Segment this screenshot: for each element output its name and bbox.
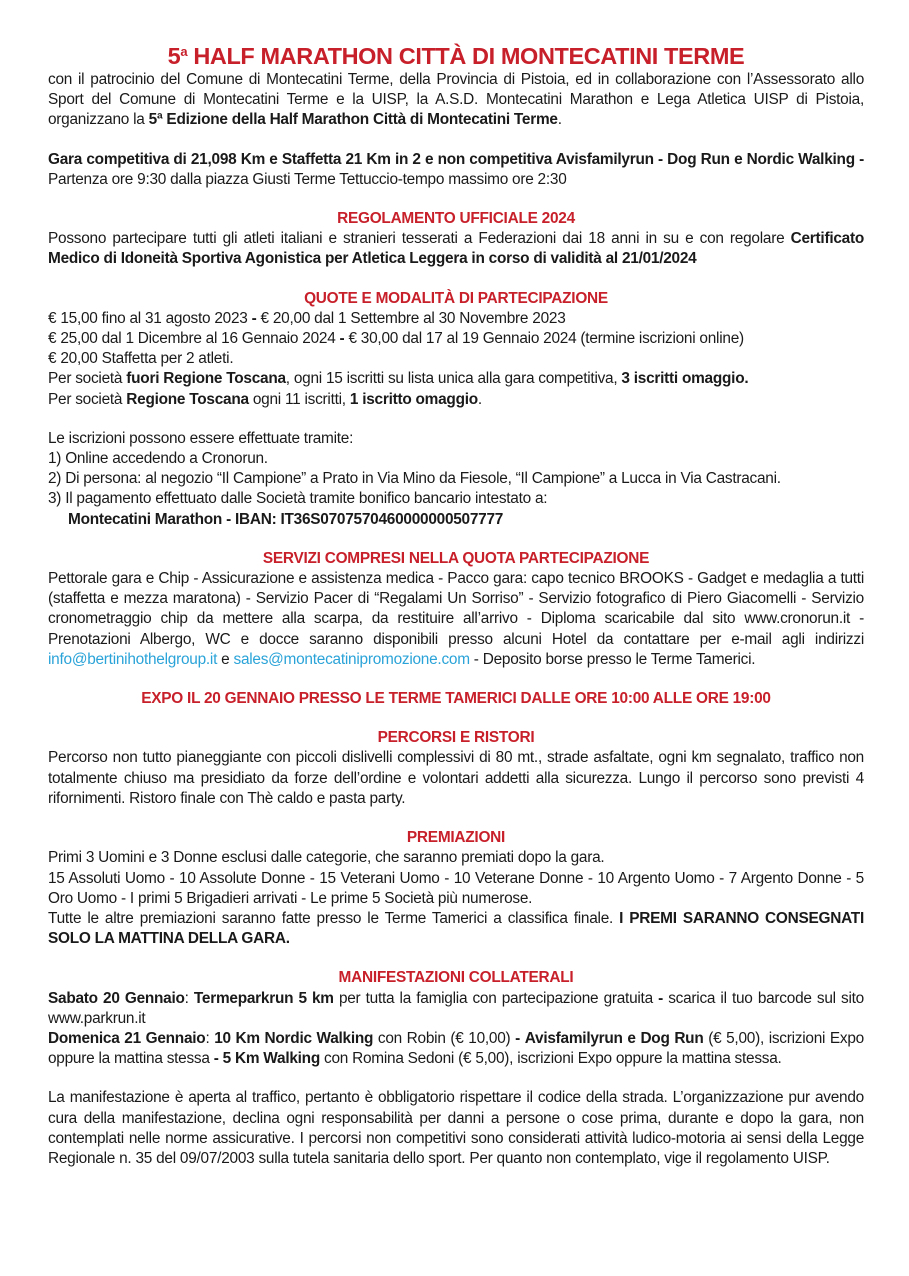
servizi-heading: SERVIZI COMPRESI NELLA QUOTA PARTECIPAZIONE (262, 549, 650, 567)
iscrizioni-item: 1) Online accedendo a Cronorun. (48, 450, 268, 468)
iban-line: Montecatini Marathon - IBAN: IT36S0707570460000000507777 (68, 510, 504, 528)
iscrizioni-intro: Le iscrizioni possono essere effettuate tramite: (48, 429, 354, 447)
collaterali-sunday: Domenica 21 Gennaio: 10 Km Nordic Walking con Robin (€ 10,00) - Avisfamilyrun e Dog Run (€ 5,00), iscrizioni Expo oppure la mattina stessa - 5 Km Walking con Romina Sedoni (€ 5,00), iscrizioni Expo oppure la mattina stessa. (48, 1029, 864, 1068)
page-title: 5$^a$ HALF MARATHON CITTÀ DI MONTECATINI TERME (167, 43, 745, 69)
quote-line: Per società Regione Toscana ogni 11 iscritti, 1 iscritto omaggio. (48, 390, 482, 408)
regolamento-text: Possono partecipare tutti gli atleti italiani e stranieri tesserati a Federazioni dai 18 anni in su e con regolare Certificato Medico di Idoneità Sportiva Agonistica per Atletica Leggera in corso di validità al 21/01/2024 (48, 230, 864, 268)
iscrizioni-item: 2) Di persona: al negozio “Il Campione” a Prato in Via Mino da Fiesole, “Il Campione” a Lucca in Via Castracani. (48, 470, 781, 488)
email-link-bertini[interactable]: info@bertinihothelgroup.it (48, 650, 218, 668)
expo-heading: EXPO IL 20 GENNAIO PRESSO LE TERME TAMERICI DALLE ORE 10:00 ALLE ORE 19:00 (141, 690, 771, 708)
flyer-content (48, 42, 864, 1169)
iscrizioni-item: 3) Il pagamento effettuato dalle Società tramite bonifico bancario intestato a: (48, 490, 548, 508)
quote-line: € 15,00 fino al 31 agosto 2023 - € 20,00 dal 1 Settembre al 30 Novembre 2023 (48, 309, 566, 327)
servizi-text: Pettorale gara e Chip - Assicurazione e assistenza medica - Pacco gara: capo tecnico BROOKS - Gadget e medaglia a tutti (staffetta e mezza maratona) - Servizio Pacer di “Regalami Un Sorriso” - Servizio fotografico di Piero Giacomelli - Servizio cronometraggio chip da mettere alla scarpa, da restituire all’arrivo - Diploma scaricabile dal sito www.cronorun.it - Prenotazioni Albergo, WC e docce saranno disponibili presso alcuni Hotel da contattare per e-mail agli indirizzi info@bertinihothelgroup.it e sales@montecatinipromozione.com - Deposito borse presso le Terme Tamerici. (48, 570, 864, 668)
regolamento-heading: REGOLAMENTO UFFICIALE 2024 (337, 210, 575, 228)
percorsi-heading: PERCORSI E RISTORI (377, 729, 535, 747)
race-description: Gara competitiva di 21,098 Km e Staffetta 21 Km in 2 e non competitiva Avisfamilyrun - Dog Run e Nordic Walking - Partenza ore 9:30 dalla piazza Giusti Terme Tettuccio-tempo massimo ore 2:30 (48, 150, 864, 188)
intro-paragraph: con il patrocinio del Comune di Montecatini Terme, della Provincia di Pistoia, ed in collaborazione con l’Assessorato allo Sport del Comune di Montecatini Terme e la UISP, la A.S.D. Montecatini Marathon e Lega Atletica UISP di Pistoia, organizzano la 5ª Edizione della Half Marathon Città di Montecatini Terme. (48, 71, 864, 129)
email-link-montecatini[interactable]: sales@montecatinipromozione.com (233, 650, 470, 668)
quote-line: € 20,00 Staffetta per 2 atleti. (48, 350, 234, 368)
premiazioni-line: 15 Assoluti Uomo - 10 Assolute Donne - 15 Veterani Uomo - 10 Veterane Donne - 10 Argento Uomo - 7 Argento Donne - 5 Oro Uomo - I primi 5 Brigadieri arrivati - Le prime 5 Società più numerose. (48, 869, 864, 907)
premiazioni-line: Tutte le altre premiazioni saranno fatte presso le Terme Tamerici a classifica finale. I PREMI SARANNO CONSEGNATI SOLO LA MATTINA DELLA GARA. (48, 909, 864, 948)
premiazioni-line: Primi 3 Uomini e 3 Donne esclusi dalle categorie, che saranno premiati dopo la gara. (48, 849, 605, 867)
disclaimer-text: La manifestazione è aperta al traffico, pertanto è obbligatorio rispettare il codice della strada. L’organizzazione pur avendo cura della manifestazione, declina ogni responsabilità per danni a persone o cose prima, durante e dopo la gara, non contemplati nelle norme assicurative. I percorsi non competitivi sono considerati attività ludico-motoria ai sensi della Legge Regionale n. 35 del 09/07/2003 sulla tutela sanitaria dello sport. Per quanto non contemplato, vige il regolamento UISP. (48, 1089, 864, 1167)
quote-line: € 25,00 dal 1 Dicembre al 16 Gennaio 2024 - € 30,00 dal 17 al 19 Gennaio 2024 (termine iscrizioni online) (48, 330, 744, 348)
premiazioni-heading: PREMIAZIONI (406, 829, 506, 847)
collaterali-saturday: Sabato 20 Gennaio: Termeparkrun 5 km per tutta la famiglia con partecipazione gratuita - scarica il tuo barcode sul sito www.parkrun.it (48, 989, 864, 1027)
quote-line: Per società fuori Regione Toscana, ogni 15 iscritti su lista unica alla gara competitiva, 3 iscritti omaggio. (48, 370, 749, 388)
collaterali-heading: MANIFESTAZIONI COLLATERALI (338, 969, 574, 987)
percorsi-text: Percorso non tutto pianeggiante con piccoli dislivelli complessivi di 80 mt., strade asfaltate, ogni km segnalato, traffico non totalmente chiuso ma presidiato da forze dell’ordine e volontari addetti alla sicurezza. Lungo il percorso sono previsti 4 rifornimenti. Ristoro finale con Thè caldo e pasta party. (48, 749, 864, 807)
quote-heading: QUOTE E MODALITÀ DI PARTECIPAZIONE (304, 289, 608, 307)
